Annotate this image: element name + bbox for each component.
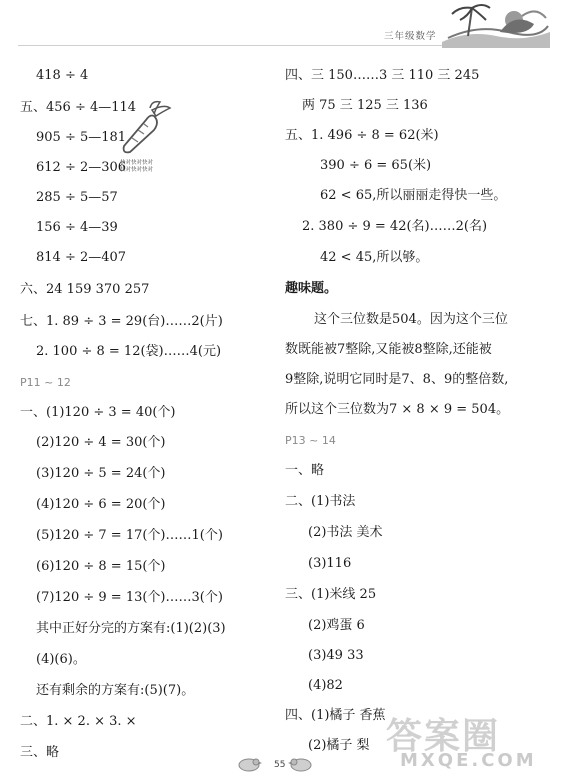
answer-line: 156 ÷ 4—39 xyxy=(36,220,118,235)
answer-line: (2)120 ÷ 4 = 30(个) xyxy=(36,435,166,450)
answer-line: 二、(1)书法 xyxy=(285,494,356,509)
paragraph-line: 数既能被7整除,又能被8整除,还能被 xyxy=(285,342,492,357)
answer-line: 三、(1)米线 25 xyxy=(285,587,377,602)
bird-icon xyxy=(236,756,262,772)
answer-line: 285 ÷ 5—57 xyxy=(36,190,118,205)
answer-line: (2)书法 美术 xyxy=(308,525,383,540)
answer-line: (4)82 xyxy=(308,678,343,693)
answer-line: (3)116 xyxy=(308,556,352,571)
answer-line: 七、1. 89 ÷ 3 = 29(台)……2(片) xyxy=(20,314,223,329)
answer-line: 四、三 150……3 三 110 三 245 xyxy=(285,68,480,83)
watermark-text: 答案圈 xyxy=(386,716,501,757)
paragraph-line: 这个三位数是504。因为这个三位 xyxy=(314,312,508,327)
answer-line: (3)49 33 xyxy=(308,648,364,663)
answer-line: 五、1. 496 ÷ 8 = 62(米) xyxy=(285,128,439,143)
paragraph-line: 9整除,说明它同时是7、8、9的整倍数, xyxy=(285,372,509,387)
answer-line: 814 ÷ 2—407 xyxy=(36,250,127,265)
answer-line: 其中正好分完的方案有:(1)(2)(3) xyxy=(36,621,226,636)
answer-line: 418 ÷ 4 xyxy=(36,68,89,83)
page-number: 55 xyxy=(274,760,286,770)
carrot-sticker xyxy=(116,100,174,180)
answer-line: 六、24 159 370 257 xyxy=(20,282,150,297)
section-label: P13 ~ 14 xyxy=(285,434,336,447)
answer-line: 905 ÷ 5—181 xyxy=(36,130,127,145)
answer-line: (4)120 ÷ 6 = 20(个) xyxy=(36,497,166,512)
section-label: P11 ~ 12 xyxy=(20,376,71,389)
answer-line: 二、1. × 2. × 3. × xyxy=(20,714,137,729)
answer-line: 一、略 xyxy=(285,463,325,478)
answer-line: (3)120 ÷ 5 = 24(个) xyxy=(36,466,166,481)
answer-line: (2)鸡蛋 6 xyxy=(308,618,365,633)
answer-line: (7)120 ÷ 9 = 13(个)……3(个) xyxy=(36,590,223,605)
answer-line: 一、(1)120 ÷ 3 = 40(个) xyxy=(20,405,176,420)
watermark-url: MXQE.COM xyxy=(400,750,537,771)
bird-icon xyxy=(288,756,314,772)
answer-line: 2. 100 ÷ 8 = 12(袋)……4(元) xyxy=(36,344,222,359)
watermark xyxy=(380,708,560,772)
header-title: 三年级数学 xyxy=(384,31,437,42)
section-heading: 趣味题。 xyxy=(285,281,338,296)
answer-line: 62 < 65,所以丽丽走得快一些。 xyxy=(320,188,507,203)
answer-line: 还有剩余的方案有:(5)(7)。 xyxy=(36,683,195,698)
answer-line: 五、456 ÷ 4—114 xyxy=(20,100,137,115)
answer-line: (5)120 ÷ 7 = 17(个)……1(个) xyxy=(36,528,223,543)
answer-line: 612 ÷ 2—306 xyxy=(36,160,127,175)
answer-line: 42 < 45,所以够。 xyxy=(320,250,429,265)
answer-line: (4)(6)。 xyxy=(36,652,86,667)
paragraph-line: 所以这个三位数为7 × 8 × 9 = 504。 xyxy=(285,402,510,417)
beach-logo-icon xyxy=(438,2,554,48)
header-rule xyxy=(18,45,456,46)
answer-line: (6)120 ÷ 8 = 15(个) xyxy=(36,559,166,574)
answer-line: 2. 380 ÷ 9 = 42(名)……2(名) xyxy=(302,219,488,234)
answer-line: 三、略 xyxy=(20,745,60,760)
answer-line: 两 75 三 125 三 136 xyxy=(302,98,428,113)
carrot-caption: 快对快对快对 xyxy=(120,160,154,166)
carrot-icon xyxy=(116,100,174,156)
answer-line: 390 ÷ 6 = 65(米) xyxy=(320,158,432,173)
answer-line: (2)橘子 梨 xyxy=(308,738,370,753)
answer-line: 四、(1)橘子 香蕉 xyxy=(285,708,386,723)
carrot-caption: 快对快对快对 xyxy=(120,167,154,173)
